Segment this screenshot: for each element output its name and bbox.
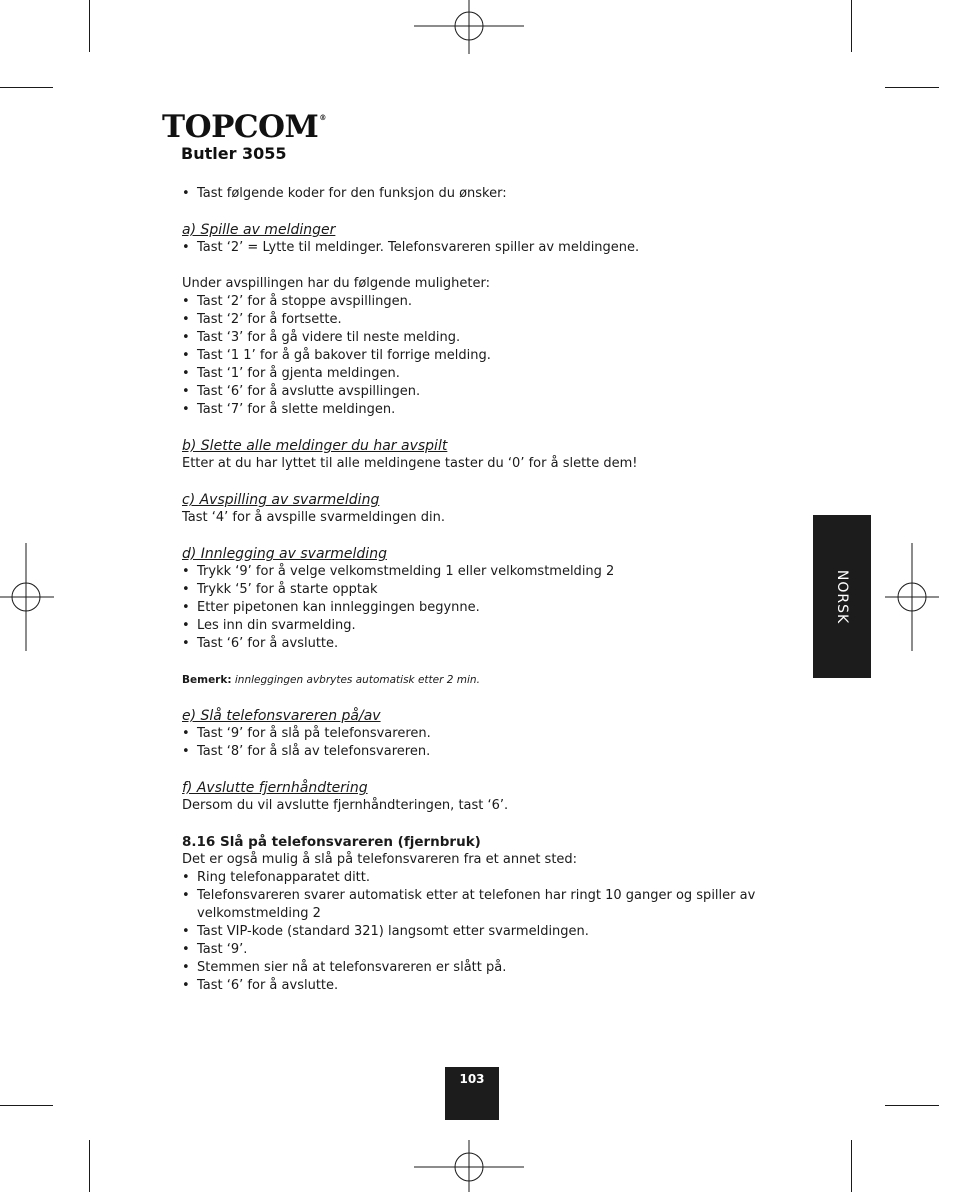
- list-item: • Tast ‘3’ for å gå videre til neste melding.: [182, 329, 762, 347]
- list-item: • Tast VIP-kode (standard 321) langsomt etter svarmeldingen.: [182, 923, 762, 941]
- list-item: • Tast ‘2’ for å stoppe avspillingen.: [182, 293, 762, 311]
- list-sla-pa-av: [182, 725, 762, 761]
- list-item: • Tast ‘9’.: [182, 941, 762, 959]
- paragraph: Dersom du vil avslutte fjernhåndteringen, tast ‘6’.: [182, 798, 509, 813]
- list-avspilling-options: [182, 293, 762, 419]
- list-item: • Tast ‘8’ for å slå av telefonsvareren.: [182, 743, 762, 761]
- list-item: • Tast ‘6’ for å avslutte avspillingen.: [182, 383, 762, 401]
- registration-mark-left: [0, 543, 54, 651]
- heading-avslutte: f) Avslutte fjernhåndtering: [182, 780, 368, 796]
- paragraph: Det er også mulig å slå på telefonsvareren fra et annet sted:: [182, 852, 578, 867]
- paragraph: Under avspillingen har du følgende muligheter:: [182, 276, 491, 291]
- paragraph: Etter at du har lyttet til alle meldingene taster du ‘0’ for å slette dem!: [182, 456, 638, 471]
- list-item: • Trykk ‘9’ for å velge velkomstmelding 1 eller velkomstmelding 2: [182, 563, 762, 581]
- list-item: • Stemmen sier nå at telefonsvareren er slått på.: [182, 959, 762, 977]
- list-item: • Ring telefonapparatet ditt.: [182, 869, 762, 887]
- registration-mark-right: [885, 543, 939, 651]
- note-text: innleggingen avbrytes automatisk etter 2 min.: [234, 674, 480, 686]
- list-item: • Tast ‘1 1’ for å gå bakover til forrige melding.: [182, 347, 762, 365]
- list-innlegging: [182, 563, 762, 653]
- language-tab-label: NORSK: [834, 569, 850, 624]
- main-content: [182, 185, 762, 995]
- list-fjernbruk: [182, 869, 762, 995]
- heading-slette-alle: b) Slette alle meldinger du har avspilt: [182, 438, 448, 454]
- list-item: • Tast ‘7’ for å slette meldingen.: [182, 401, 762, 419]
- list-item: • Tast ‘6’ for å avslutte.: [182, 635, 762, 653]
- registration-mark-top: [414, 0, 524, 54]
- intro-list: [182, 185, 762, 203]
- list-item: • Telefonsvareren svarer automatisk etter at telefonen har ringt 10 ganger og spiller av velkomstmelding 2: [182, 887, 762, 923]
- page-number: 103: [445, 1067, 499, 1120]
- list-item: • Tast ‘2’ = Lytte til meldinger. Telefonsvareren spiller av meldingene.: [182, 239, 762, 257]
- list-item: • Tast ‘1’ for å gjenta meldingen.: [182, 365, 762, 383]
- note: [182, 671, 762, 689]
- section-title-8-16: 8.16 Slå på telefonsvareren (fjernbruk): [182, 834, 481, 850]
- brand-name: TOPCOM: [162, 109, 319, 145]
- list-item: • Les inn din svarmelding.: [182, 617, 762, 635]
- list-item: • Tast ‘6’ for å avslutte.: [182, 977, 762, 995]
- note-label: Bemerk:: [182, 674, 232, 686]
- heading-innlegging: d) Innlegging av svarmelding: [182, 546, 387, 562]
- heading-sla-pa-av: e) Slå telefonsvareren på/av: [182, 708, 381, 724]
- list-item: • Tast ‘2’ for å fortsette.: [182, 311, 762, 329]
- language-tab: [813, 515, 871, 678]
- brand-logo: [162, 109, 326, 145]
- heading-avspilling-svarmelding: c) Avspilling av svarmelding: [182, 492, 380, 508]
- list-item: • Etter pipetonen kan innleggingen begynne.: [182, 599, 762, 617]
- list-spille-av: [182, 239, 762, 257]
- paragraph: Tast ‘4’ for å avspille svarmeldingen din.: [182, 510, 445, 525]
- registered-mark: ®: [319, 113, 326, 122]
- heading-spille-av: a) Spille av meldinger: [182, 222, 336, 238]
- registration-mark-bottom: [414, 1140, 524, 1192]
- list-item: • Tast ‘9’ for å slå på telefonsvareren.: [182, 725, 762, 743]
- model-name: Butler 3055: [181, 144, 287, 163]
- list-item: • Trykk ‘5’ for å starte opptak: [182, 581, 762, 599]
- list-item: • Tast følgende koder for den funksjon du ønsker:: [182, 185, 762, 203]
